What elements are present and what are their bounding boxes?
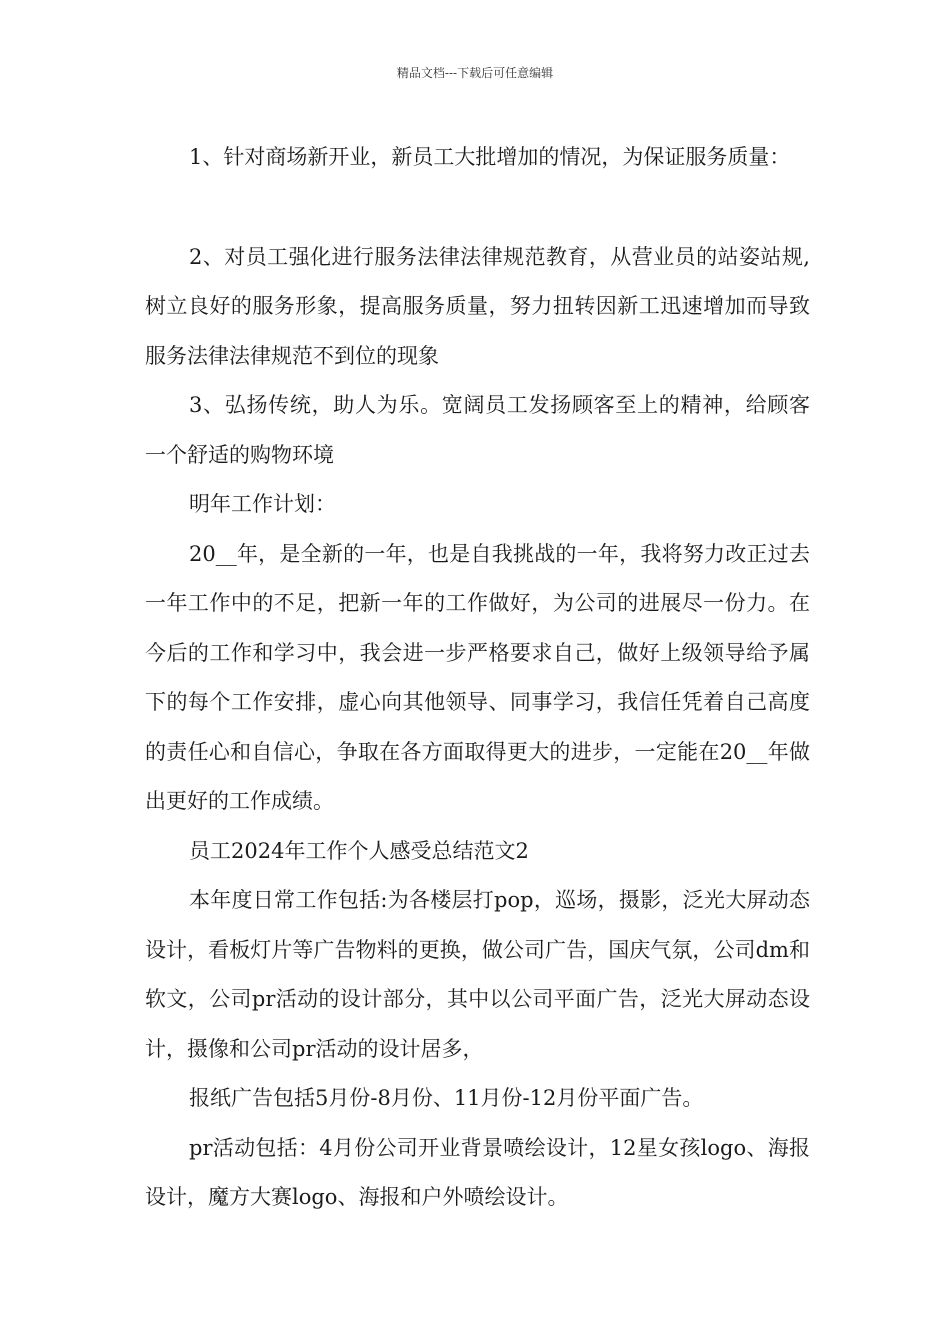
- paragraph-newspaper-ads: 报纸广告包括5月份-8月份、11月份-12月份平面广告。: [189, 1086, 704, 1110]
- section-heading-next-year-plan: 明年工作计划：: [189, 492, 336, 516]
- paragraph-pr-activities: pr活动包括：4月份公司开业背景喷绘设计，12星女孩logo、海报设计，魔方大赛logo、海报和户外喷绘设计。: [145, 1135, 810, 1209]
- paragraph-daily-work: 本年度日常工作包括:为各楼层打pop，巡场，摄影，泛光大屏动态设计，看板灯片等广告物料的更换，做公司广告，国庆气氛，公司dm和软文，公司pr活动的设计部分，其中以公司平面广告，泛光大屏动态设计，摄像和公司pr活动的设计居多，: [145, 888, 810, 1061]
- paragraph-item-3: 3、弘扬传统，助人为乐。宽阔员工发扬顾客至上的精神，给顾客一个舒适的购物环境: [145, 393, 810, 467]
- section-heading-summary-2: 员工2024年工作个人感受总结范文2: [189, 838, 529, 863]
- paragraph-item-1: 1、针对商场新开业，新员工大批增加的情况，为保证服务质量：: [189, 145, 791, 169]
- paragraph-item-2: 2、对员工强化进行服务法律法律规范教育，从营业员的站姿站规,树立良好的服务形象，提高服务质量，努力扭转因新工迅速增加而导致服务法律法律规范不到位的现象: [145, 244, 810, 368]
- page-header: 精品文档---下载后可任意编辑: [396, 66, 554, 80]
- document-body: [145, 133, 810, 1223]
- paragraph-next-year-plan: 20__年，是全新的一年，也是自我挑战的一年，我将努力改正过去一年工作中的不足，把新一年的工作做好，为公司的进展尽一份力。在今后的工作和学习中，我会进一步严格要求自己，做好上级领导给予属下的每个工作安排，虚心向其他领导、同事学习，我信任凭着自己高度的责任心和自信心，争取在各方面取得更大的进步，一定能在20__年做出更好的工作成绩。: [145, 541, 810, 813]
